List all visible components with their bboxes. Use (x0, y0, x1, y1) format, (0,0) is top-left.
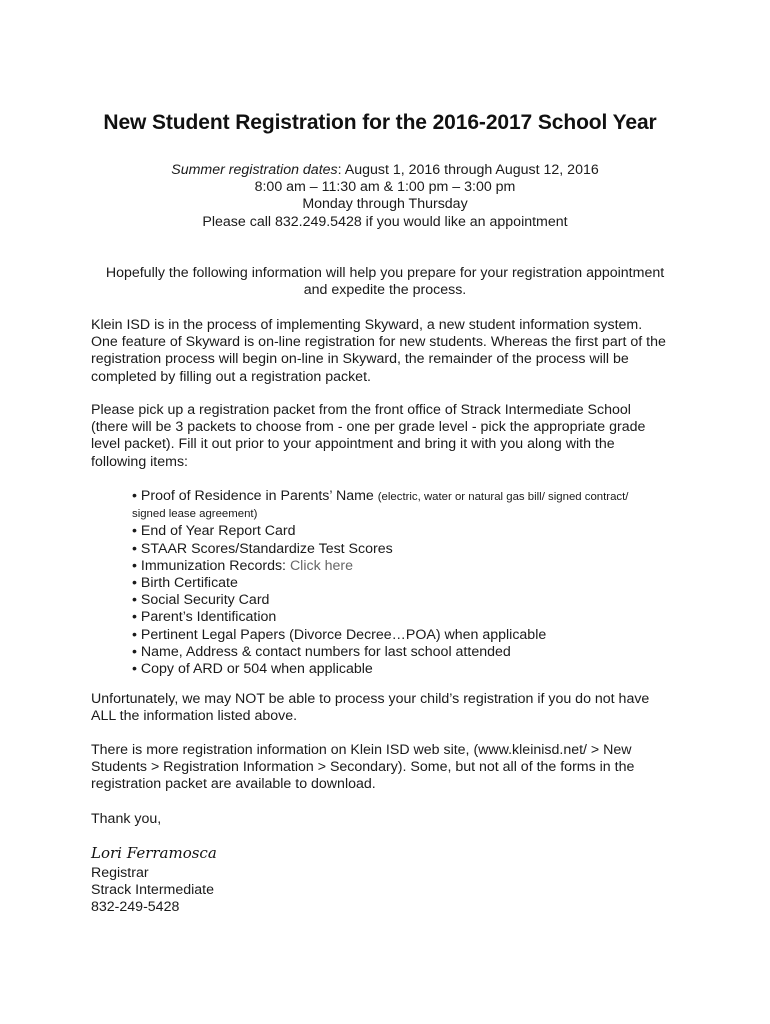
list-item-social-security: • Social Security Card (132, 592, 270, 609)
warning-paragraph (91, 691, 691, 725)
paragraph-line: Students > Registration Information > Secondary). Some, but not all of the forms in the (91, 759, 635, 776)
paragraph-line: One feature of Skyward is on-line registration for new students. Whereas the first part of the (91, 334, 666, 351)
paragraph-line: (there will be 3 packets to choose from - one per grade level - pick the appropriate grade (91, 419, 646, 436)
signer-school: Strack Intermediate (91, 882, 215, 899)
schedule-block (0, 162, 770, 231)
signature: Lori Ferramosca (91, 844, 217, 862)
required-items-list (132, 488, 692, 678)
list-item-last-school: • Name, Address & contact numbers for last school attended (132, 643, 511, 660)
dates-value: : August 1, 2016 through August 12, 2016 (337, 162, 599, 178)
list-item-text: • Proof of Residence in Parents’ Name (132, 488, 378, 504)
paragraph-line: completed by filling out a registration packet. (91, 368, 371, 385)
registration-hours: 8:00 am – 11:30 am & 1:00 pm – 3:00 pm (254, 179, 516, 196)
packet-paragraph (91, 402, 691, 471)
intro-line: Hopefully the following information will help you prepare for your registration appointment (105, 265, 665, 281)
signer-block (91, 865, 214, 917)
list-item-note: (electric, water or natural gas bill/ signed contract/ (377, 491, 629, 503)
intro-line: and expedite the process. (303, 282, 467, 299)
paragraph-line: registration packet are available to download. (91, 776, 376, 793)
paragraph-line: Klein ISD is in the process of implementing Skyward, a new student information system. (91, 317, 643, 333)
list-item-ard: • Copy of ARD or 504 when applicable (132, 661, 373, 678)
intro-paragraph (0, 265, 770, 299)
paragraph-line: following items: (91, 453, 188, 470)
signer-phone: 832-249-5428 (91, 899, 180, 916)
page-title: New Student Registration for the 2016-2017 School Year (103, 111, 657, 134)
immunization-link[interactable]: Click here (289, 557, 354, 574)
list-item-report-card: • End of Year Report Card (132, 523, 296, 540)
list-item-immunization (132, 558, 692, 575)
registration-days: Monday through Thursday (302, 196, 468, 213)
paragraph-line: Please pick up a registration packet from the front office of Strack Intermediate School (91, 402, 631, 418)
list-item-note: signed lease agreement) (132, 508, 258, 521)
paragraph-line: level packet). Fill it out prior to your appointment and bring it with you along with the (91, 436, 615, 453)
dates-label: Summer registration dates (171, 162, 338, 178)
paragraph-line: registration process will begin on-line in Skyward, the remainder of the process will be (91, 351, 629, 368)
skyward-paragraph (91, 317, 691, 386)
appointment-call: Please call 832.249.5428 if you would like an appointment (202, 213, 568, 230)
signer-role: Registrar (91, 865, 149, 881)
paragraph-line: Unfortunately, we may NOT be able to process your child’s registration if you do not have (91, 691, 650, 707)
list-item-staar: • STAAR Scores/Standardize Test Scores (132, 540, 393, 557)
website-paragraph (91, 742, 691, 794)
registration-dates (0, 162, 770, 179)
list-item-parent-id: • Parent’s Identification (132, 609, 277, 626)
paragraph-line: ALL the information listed above. (91, 708, 298, 725)
list-item-residence (132, 488, 692, 506)
thank-you: Thank you, (91, 811, 162, 827)
list-item-text: • Immunization Records: (132, 557, 290, 574)
list-item-birth-certificate: • Birth Certificate (132, 575, 238, 592)
list-item-legal-papers: • Pertinent Legal Papers (Divorce Decree…POA) when applicable (132, 626, 547, 643)
paragraph-line: There is more registration information on Klein ISD web site, (www.kleinisd.net/ > New (91, 742, 632, 758)
